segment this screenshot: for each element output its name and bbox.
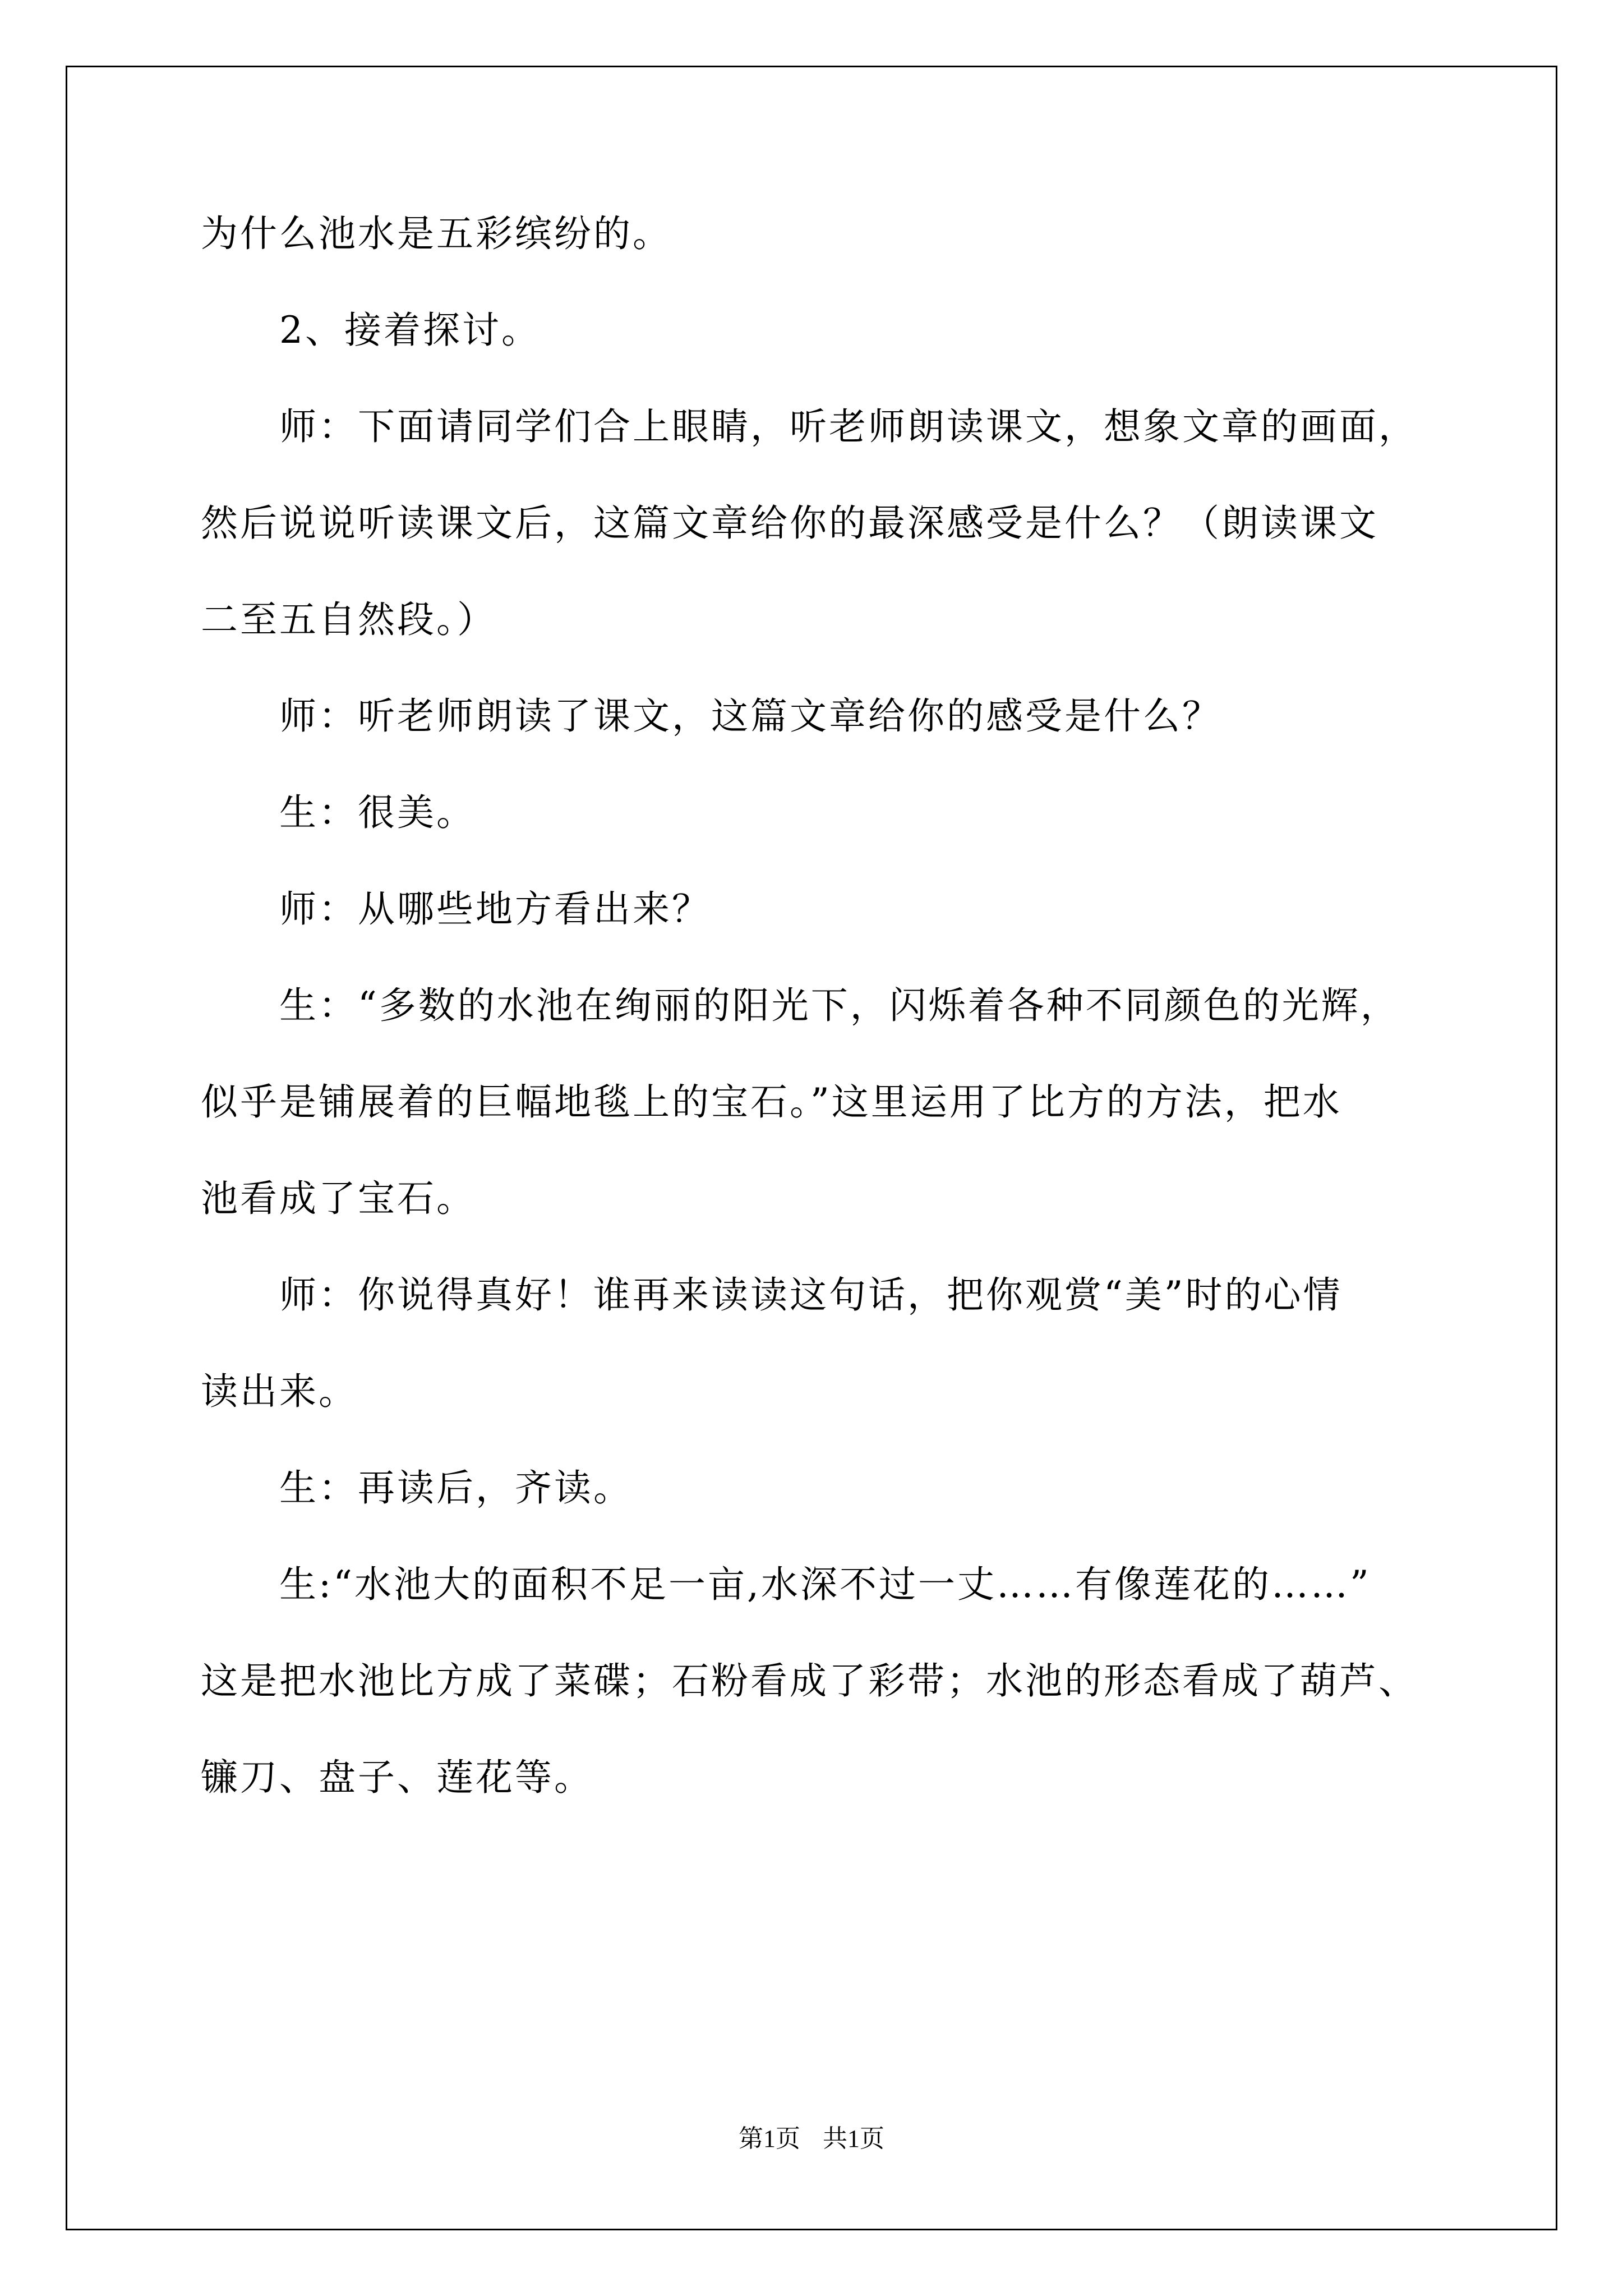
text-line: 生：“多数的水池在绚丽的阳光下，闪烁着各种不同颜色的光辉， <box>279 984 1400 1027</box>
text-line: 生：很美。 <box>279 791 476 834</box>
text-line: 池看成了宝石。 <box>201 1177 476 1220</box>
text-line: 师：听老师朗读了课文，这篇文章给你的感受是什么？ <box>279 694 1221 738</box>
text-line: 然后说说听读课文后，这篇文章给你的最深感受是什么？（朗读课文 <box>201 501 1378 545</box>
text-line: 二至五自然段。） <box>201 598 496 641</box>
page-border <box>66 66 1557 2230</box>
page-number: 第1页 <box>739 2125 800 2152</box>
text-line: 似乎是铺展着的巨幅地毯上的宝石。”这里运用了比方的方法，把水 <box>201 1080 1342 1124</box>
text-line: 2、接着探讨。 <box>279 309 541 352</box>
text-line: 镰刀、盘子、莲花等。 <box>201 1756 593 1799</box>
text-line: 师：下面请同学们合上眼睛，听老师朗读课文，想象文章的画面， <box>279 405 1418 448</box>
text-line: 这是把水池比方成了菜碟；石粉看成了彩带；水池的形态看成了葫芦、 <box>201 1659 1418 1703</box>
page-footer <box>0 2122 1623 2156</box>
text-line: 为什么池水是五彩缤纷的。 <box>201 212 672 255</box>
text-line: 生：再读后，齐读。 <box>279 1466 633 1510</box>
page-total: 共1页 <box>823 2125 884 2152</box>
text-line: 生:“水池大的面积不足一亩,水深不过一丈……有像莲花的……” <box>279 1563 1371 1606</box>
text-line: 师：从哪些地方看出来？ <box>279 887 711 931</box>
text-line: 读出来。 <box>201 1370 358 1413</box>
text-line: 师：你说得真好！谁再来读读这句话，把你观赏“美”时的心情 <box>279 1273 1343 1317</box>
